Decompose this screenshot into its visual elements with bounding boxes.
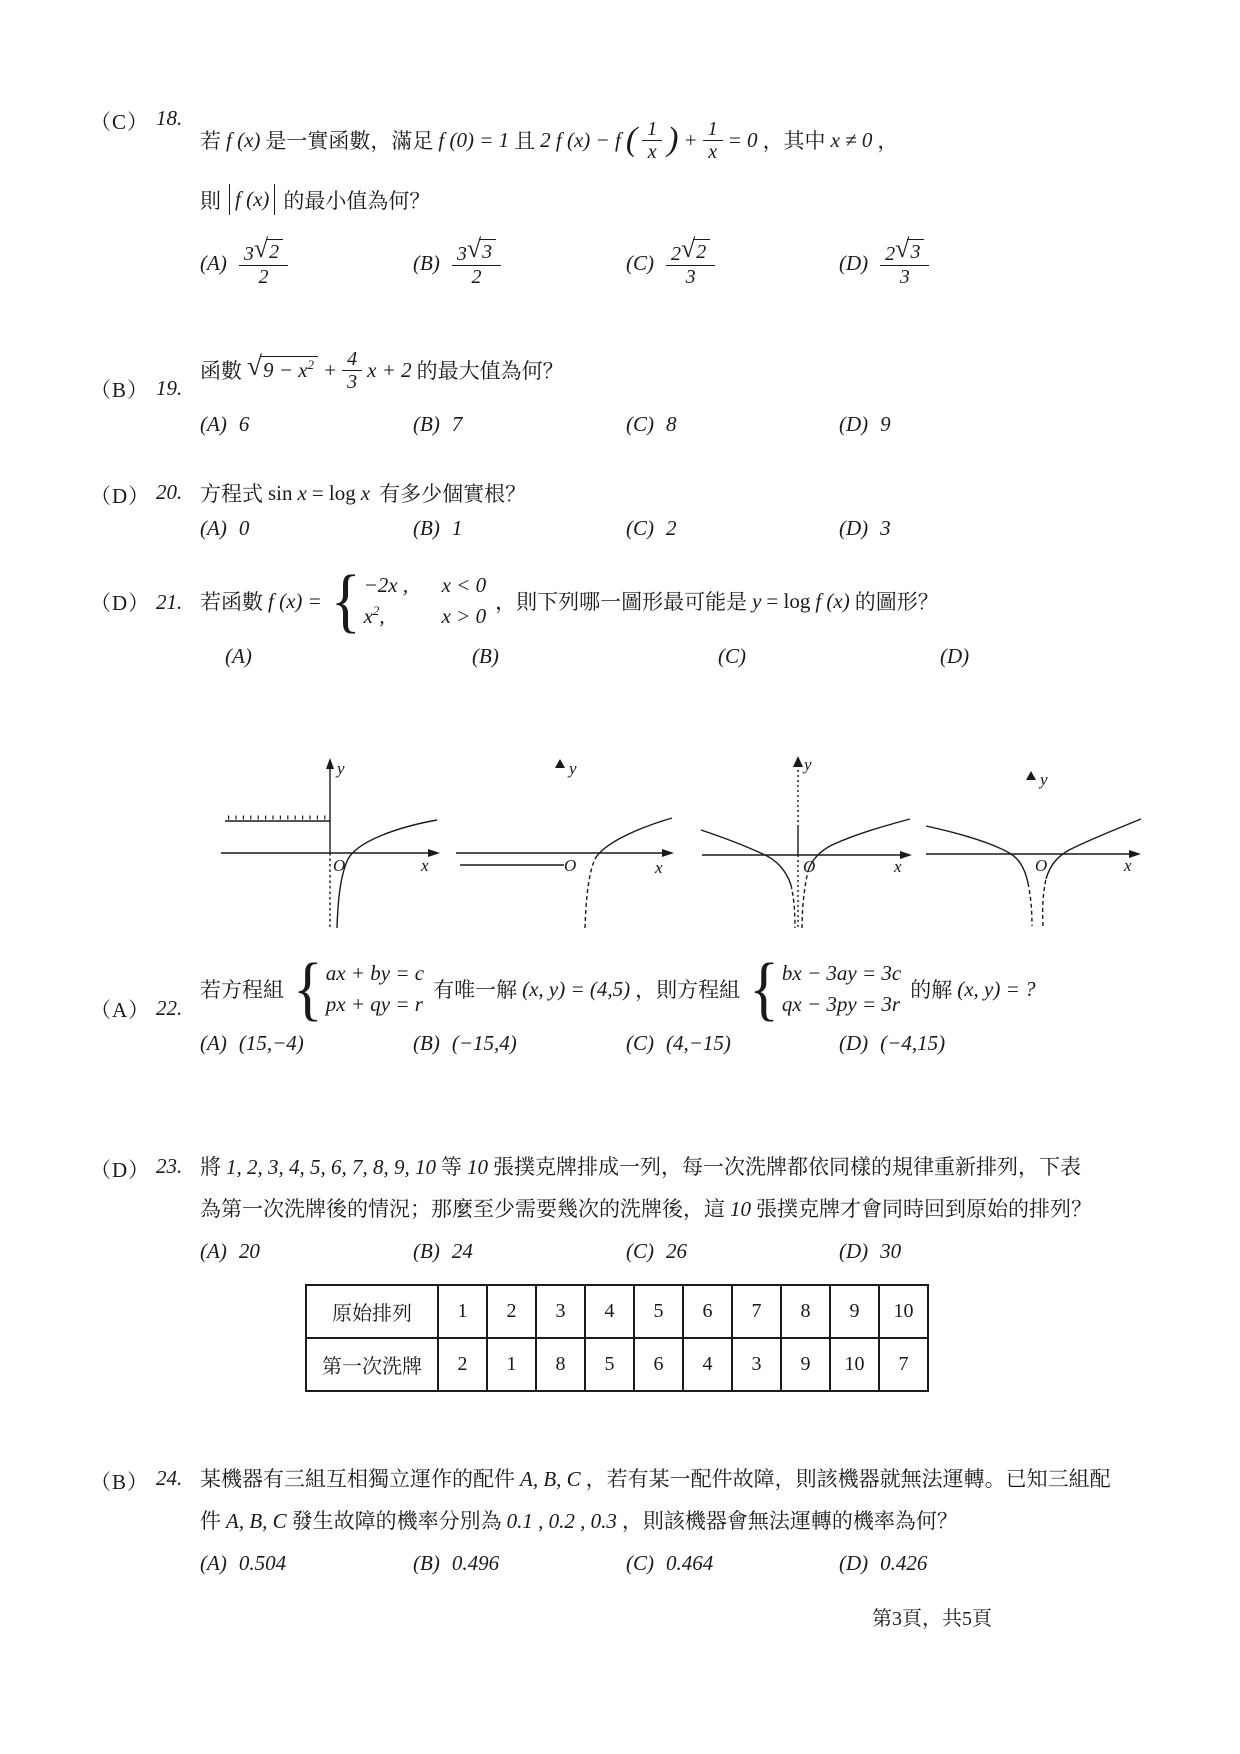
option-label: (D): [839, 1550, 869, 1575]
option-value: (4,−15): [666, 1030, 731, 1055]
right-branch-dashed: [1043, 879, 1046, 926]
option-b: [413, 412, 626, 437]
option-label: (D): [839, 251, 869, 275]
y-arrow: [555, 759, 565, 768]
question-text-line1: [200, 1146, 1152, 1188]
graph-label-a: (A): [225, 644, 252, 668]
option-label: (D): [839, 1238, 869, 1263]
question-18: [90, 104, 1152, 288]
option-label: (A): [200, 1030, 227, 1055]
coefficient: 2: [885, 243, 896, 265]
coefficient: 3: [243, 243, 254, 265]
math-fx: f (x): [815, 588, 850, 613]
text-segment: 張撲克牌排成一列，每一次洗牌都依同樣的規律重新排列，下表: [493, 1155, 1081, 1179]
option-value: 7: [451, 412, 463, 436]
option-d: [839, 516, 1052, 541]
option-c: [626, 412, 839, 437]
option-label: (D): [839, 1030, 869, 1055]
y-label: y: [337, 759, 345, 778]
radicand: 2: [693, 239, 710, 264]
math-variable: y: [752, 588, 762, 613]
question-22: [90, 949, 1152, 1056]
equation: px + qy = r: [325, 992, 423, 1017]
math-expression: x + 2: [367, 357, 412, 382]
answer-key: （B）: [90, 377, 150, 402]
math-condition: x ≠ 0: [830, 127, 873, 152]
option-value: (15,−4): [238, 1030, 304, 1055]
graph-option-d: [923, 753, 1145, 930]
text-segment: ，則下列哪一圖形最可能是: [495, 590, 748, 615]
exponent: 2: [372, 603, 380, 619]
numerator: 1: [642, 118, 662, 141]
option-value: 0.426: [880, 1550, 928, 1575]
text-segment: 張撲克牌才會同時回到原始的排列？: [756, 1197, 1092, 1221]
option-value: 3: [880, 516, 891, 540]
x-arrow: [900, 851, 912, 859]
table-cell: 5: [585, 1338, 634, 1391]
component-list: A, B, C: [520, 1467, 581, 1491]
option-value: 2: [666, 516, 677, 540]
fraction: [342, 348, 362, 393]
text-segment: 的解: [910, 978, 953, 1003]
text-segment: ，則方程組: [635, 978, 741, 1003]
question-text: [200, 338, 1152, 402]
page-number: 第3頁，共5頁: [872, 1608, 992, 1630]
option-value: 6: [238, 412, 250, 436]
text-segment: 的最大值為何？: [416, 359, 564, 383]
text-segment: ，則該機器會無法運轉的機率為何？: [621, 1509, 958, 1533]
option-d: [839, 1031, 1052, 1056]
answer-key: （C）: [90, 110, 150, 134]
text-segment: ，其中: [762, 129, 826, 153]
number-list: 1, 2, 3, 4, 5, 6, 7, 8, 9, 10: [226, 1155, 436, 1179]
option-label: (A): [200, 251, 227, 275]
option-a: [200, 1239, 413, 1264]
text-segment: 若: [200, 129, 221, 153]
table-cell: 3: [732, 1338, 781, 1391]
numerator: 4: [342, 348, 362, 371]
plus-sign: +: [683, 127, 698, 152]
question-number: 23.: [156, 1154, 183, 1178]
graph-label-b: (B): [472, 644, 499, 668]
left-branch: [701, 830, 791, 885]
component-list: A, B, C: [226, 1509, 287, 1533]
table-cell: 10: [879, 1285, 928, 1338]
exponent: 2: [307, 357, 314, 373]
text-segment: 的最小值為何？: [283, 188, 431, 213]
question-text-line2: [200, 184, 1152, 215]
x-label: x: [1124, 856, 1132, 875]
radicand: 3: [907, 239, 924, 264]
equation-system-1: [293, 949, 425, 1029]
radicand: 9 − x: [262, 358, 308, 383]
text-segment: 某機器有三組互相獨立運作的配件: [200, 1467, 515, 1491]
left-branch-dashed: [791, 885, 795, 928]
denominator: 3: [347, 370, 358, 393]
graph-option-c: [698, 753, 915, 930]
number: 10: [467, 1155, 488, 1179]
option-d: [839, 234, 1052, 288]
text-segment: 件: [200, 1509, 221, 1533]
question-number: 24.: [156, 1466, 183, 1490]
option-a: [200, 412, 413, 437]
left-paren: (: [625, 121, 638, 158]
option-value: 30: [880, 1238, 902, 1263]
option-a: [200, 1551, 413, 1576]
question-text: [200, 478, 1152, 508]
text-segment: 有唯一解: [433, 978, 518, 1003]
option-fraction: 2 √ 2 3: [666, 239, 715, 288]
right-branch-dashed: [802, 871, 808, 928]
text-segment: 將: [200, 1155, 221, 1179]
table-cell: 8: [781, 1285, 830, 1338]
option-label: (C): [626, 1238, 654, 1263]
option-label: (C): [626, 412, 654, 436]
option-c: [626, 234, 839, 288]
option-b: [413, 1031, 626, 1056]
option-label: (C): [626, 251, 654, 275]
option-label: (C): [626, 516, 654, 540]
question-number: 18.: [156, 106, 183, 130]
y-arrow: [326, 758, 334, 769]
text-segment: 有多少個實根？: [379, 482, 527, 506]
table-cell: 9: [830, 1285, 879, 1338]
equation: bx − 3ay = 3c: [781, 961, 902, 985]
option-c: [626, 1031, 839, 1056]
option-label: (B): [413, 1030, 440, 1055]
case-condition: x > 0: [441, 604, 487, 629]
option-value: 0: [238, 516, 250, 540]
table-row-shuffled: [306, 1338, 928, 1391]
row-header: 原始排列: [306, 1285, 438, 1338]
numerator: 1: [703, 118, 723, 141]
table-cell: 1: [438, 1285, 487, 1338]
option-b: [413, 516, 626, 541]
option-label: (C): [626, 1550, 654, 1575]
table-cell: 3: [536, 1285, 585, 1338]
left-brace: {: [330, 561, 361, 641]
answer-key: （D）: [90, 484, 151, 508]
left-brace: {: [293, 949, 323, 1029]
option-c: [626, 516, 839, 541]
denominator: x: [708, 140, 718, 163]
option-label: (B): [413, 251, 440, 275]
table-cell: 7: [879, 1338, 928, 1391]
options-row: [200, 516, 1152, 541]
option-value: (−15,4): [451, 1030, 517, 1055]
text-segment: 的圖形？: [854, 590, 939, 615]
case-expression: −2x ,: [363, 573, 409, 597]
plus-sign: +: [323, 357, 338, 382]
question-text-line2: [200, 1500, 1152, 1542]
question-24: [90, 1458, 1152, 1584]
text-segment: 發生故障的機率分別為: [291, 1509, 502, 1533]
table-cell: 7: [732, 1285, 781, 1338]
question-20: [90, 478, 1152, 541]
text-segment: ，: [877, 129, 899, 153]
origin-label: O: [1035, 856, 1048, 875]
option-label: (B): [413, 1550, 440, 1575]
text-segment: 是一實函數，滿足: [265, 129, 434, 153]
option-value: 0.496: [451, 1550, 500, 1575]
option-c: [626, 1239, 839, 1264]
coefficient: 2: [671, 243, 681, 265]
text-segment: 方程式: [200, 482, 263, 506]
option-label: (B): [413, 1238, 440, 1263]
answer-key: （D）: [90, 1158, 151, 1182]
number: 10: [730, 1197, 751, 1221]
math-solution: (x, y) = (4,5): [522, 976, 631, 1001]
graph-label-d: (D): [940, 644, 970, 668]
question-text: [200, 949, 1152, 1029]
option-value: 24: [451, 1238, 473, 1263]
answer-key: （B）: [90, 1470, 150, 1494]
graph-option-a: [195, 758, 440, 930]
option-label: (A): [200, 516, 227, 540]
question-text-line1: [200, 1458, 1152, 1500]
option-label: (B): [413, 412, 440, 436]
square-root: √ $9 - x^2$: [247, 356, 318, 383]
math-question: (x, y) = ?: [957, 976, 1036, 1001]
answer-key: （D）: [90, 591, 151, 616]
radicand: 2: [266, 239, 283, 264]
math-function: = log: [311, 480, 356, 505]
text-segment: 則: [200, 188, 221, 213]
table-cell: 5: [634, 1285, 683, 1338]
text-segment: 等: [441, 1155, 462, 1179]
probability-list: 0.1 , 0.2 , 0.3: [506, 1509, 617, 1533]
math-variable: x: [297, 480, 307, 505]
row-header: 第一次洗牌: [306, 1338, 438, 1391]
option-b: [413, 234, 626, 288]
option-value: 0.464: [666, 1550, 714, 1575]
option-label: (A): [200, 412, 227, 436]
text-segment: 且: [514, 129, 536, 153]
y-arrow: [793, 756, 803, 767]
text-segment: 函數: [200, 359, 242, 383]
question-text: [200, 561, 1152, 641]
case-condition: x < 0: [441, 573, 487, 597]
options-row: [200, 1230, 1152, 1272]
option-value: 26: [666, 1238, 687, 1263]
text-segment: 為第一次洗牌後的情況；那麼至少需要幾次的洗牌後，這: [200, 1197, 725, 1221]
radicand: 3: [479, 239, 496, 264]
table-cell: 4: [585, 1285, 634, 1338]
math-fx: f (x): [226, 127, 261, 152]
denominator: 3: [899, 266, 910, 288]
question-text-line2: [200, 1188, 1152, 1230]
table-cell: 1: [487, 1338, 536, 1391]
option-label: (C): [626, 1030, 654, 1055]
log-curve-dashed: [585, 859, 595, 928]
math-function: = log: [766, 588, 811, 613]
answer-key: （A）: [90, 997, 151, 1022]
y-label: y: [804, 755, 812, 774]
table-cell: 2: [487, 1285, 536, 1338]
graph-option-b: [452, 758, 676, 930]
y-label: y: [569, 759, 577, 778]
question-number: 21.: [156, 589, 183, 614]
question-number: 19.: [156, 376, 183, 400]
option-fraction: 3 √ 3 2: [452, 239, 501, 288]
option-fraction: 2 √ 3 3: [880, 239, 929, 288]
question-19: [90, 338, 1152, 437]
table-cell: 4: [683, 1338, 732, 1391]
absolute-value: f (x): [229, 184, 275, 215]
equation-system-2: [749, 949, 902, 1029]
option-label: (A): [200, 1238, 227, 1263]
option-d: [839, 412, 1052, 437]
table-cell: 2: [438, 1338, 487, 1391]
option-label: (B): [413, 516, 440, 540]
x-arrow: [662, 849, 674, 857]
options-row: [200, 1031, 1152, 1056]
fraction: [642, 118, 662, 163]
option-b: [413, 1551, 626, 1576]
text-segment: ，若有某一配件故障，則該機器就無法運轉。已知三組配: [585, 1467, 1111, 1491]
coefficient: 3: [456, 243, 467, 265]
option-value: 8: [666, 412, 677, 436]
equation: qx − 3py = 3r: [781, 992, 901, 1017]
y-arrow: [1026, 771, 1036, 780]
x-label: x: [655, 858, 663, 877]
table-row-original: [306, 1285, 928, 1338]
text-segment: 若函數: [200, 590, 263, 615]
option-label: (D): [839, 412, 869, 436]
origin-label: O: [803, 857, 816, 876]
option-value: 9: [880, 412, 891, 436]
origin-label: O: [564, 856, 577, 875]
x-arrow: [428, 849, 440, 857]
right-paren: ): [667, 121, 679, 158]
option-value: 1: [451, 516, 463, 540]
equation: ax + by = c: [325, 961, 425, 985]
options-row: [200, 234, 1152, 288]
question-number: 22.: [156, 996, 183, 1021]
question-text: [200, 104, 1152, 176]
option-a: [200, 234, 413, 288]
math-fx: f (x) =: [268, 588, 322, 613]
option-value: (−4,15): [880, 1030, 946, 1055]
y-label: y: [1040, 770, 1048, 789]
option-fraction: 3 √ 2 2: [239, 239, 288, 288]
denominator: 2: [471, 266, 482, 288]
option-a: [200, 1031, 413, 1056]
question-number: 20.: [156, 480, 183, 504]
denominator: 3: [685, 266, 696, 288]
origin-label: O: [333, 856, 346, 875]
option-a: [200, 516, 413, 541]
table-cell: 6: [634, 1338, 683, 1391]
option-label: (A): [200, 1550, 227, 1575]
option-d: [839, 1551, 1052, 1576]
left-branch-dashed: [1028, 883, 1032, 926]
table-cell: 8: [536, 1338, 585, 1391]
fraction: [703, 118, 723, 163]
shuffle-table: [305, 1284, 929, 1392]
text-segment: 若方程組: [200, 978, 284, 1003]
table-cell: 9: [781, 1338, 830, 1391]
denominator: 2: [258, 266, 269, 288]
option-b: [413, 1239, 626, 1264]
option-value: 0.504: [238, 1550, 287, 1575]
x-label: x: [421, 856, 429, 875]
option-c: [626, 1551, 839, 1576]
left-brace: {: [749, 949, 779, 1029]
page-footer: [872, 1602, 992, 1631]
denominator: x: [647, 140, 657, 163]
options-row: [200, 412, 1152, 437]
case-expression: $x^2$,: [363, 603, 385, 629]
piecewise-function: [330, 561, 487, 641]
x-label: x: [894, 857, 902, 876]
options-row: [200, 1542, 1152, 1584]
table-cell: 10: [830, 1338, 879, 1391]
option-label: (D): [839, 516, 869, 540]
option-d: [839, 1239, 1052, 1264]
math-variable: x: [360, 480, 371, 505]
option-value: 20: [238, 1238, 260, 1263]
math-function: sin: [268, 480, 293, 505]
math-equation: f (0) = 1: [438, 127, 510, 152]
graph-label-c: (C): [718, 644, 746, 668]
question-23: [90, 1146, 1152, 1392]
math-expression: 2 f (x) − f: [540, 127, 621, 152]
math-equation: = 0: [727, 127, 758, 152]
question-21: [90, 561, 1152, 641]
table-cell: 6: [683, 1285, 732, 1338]
